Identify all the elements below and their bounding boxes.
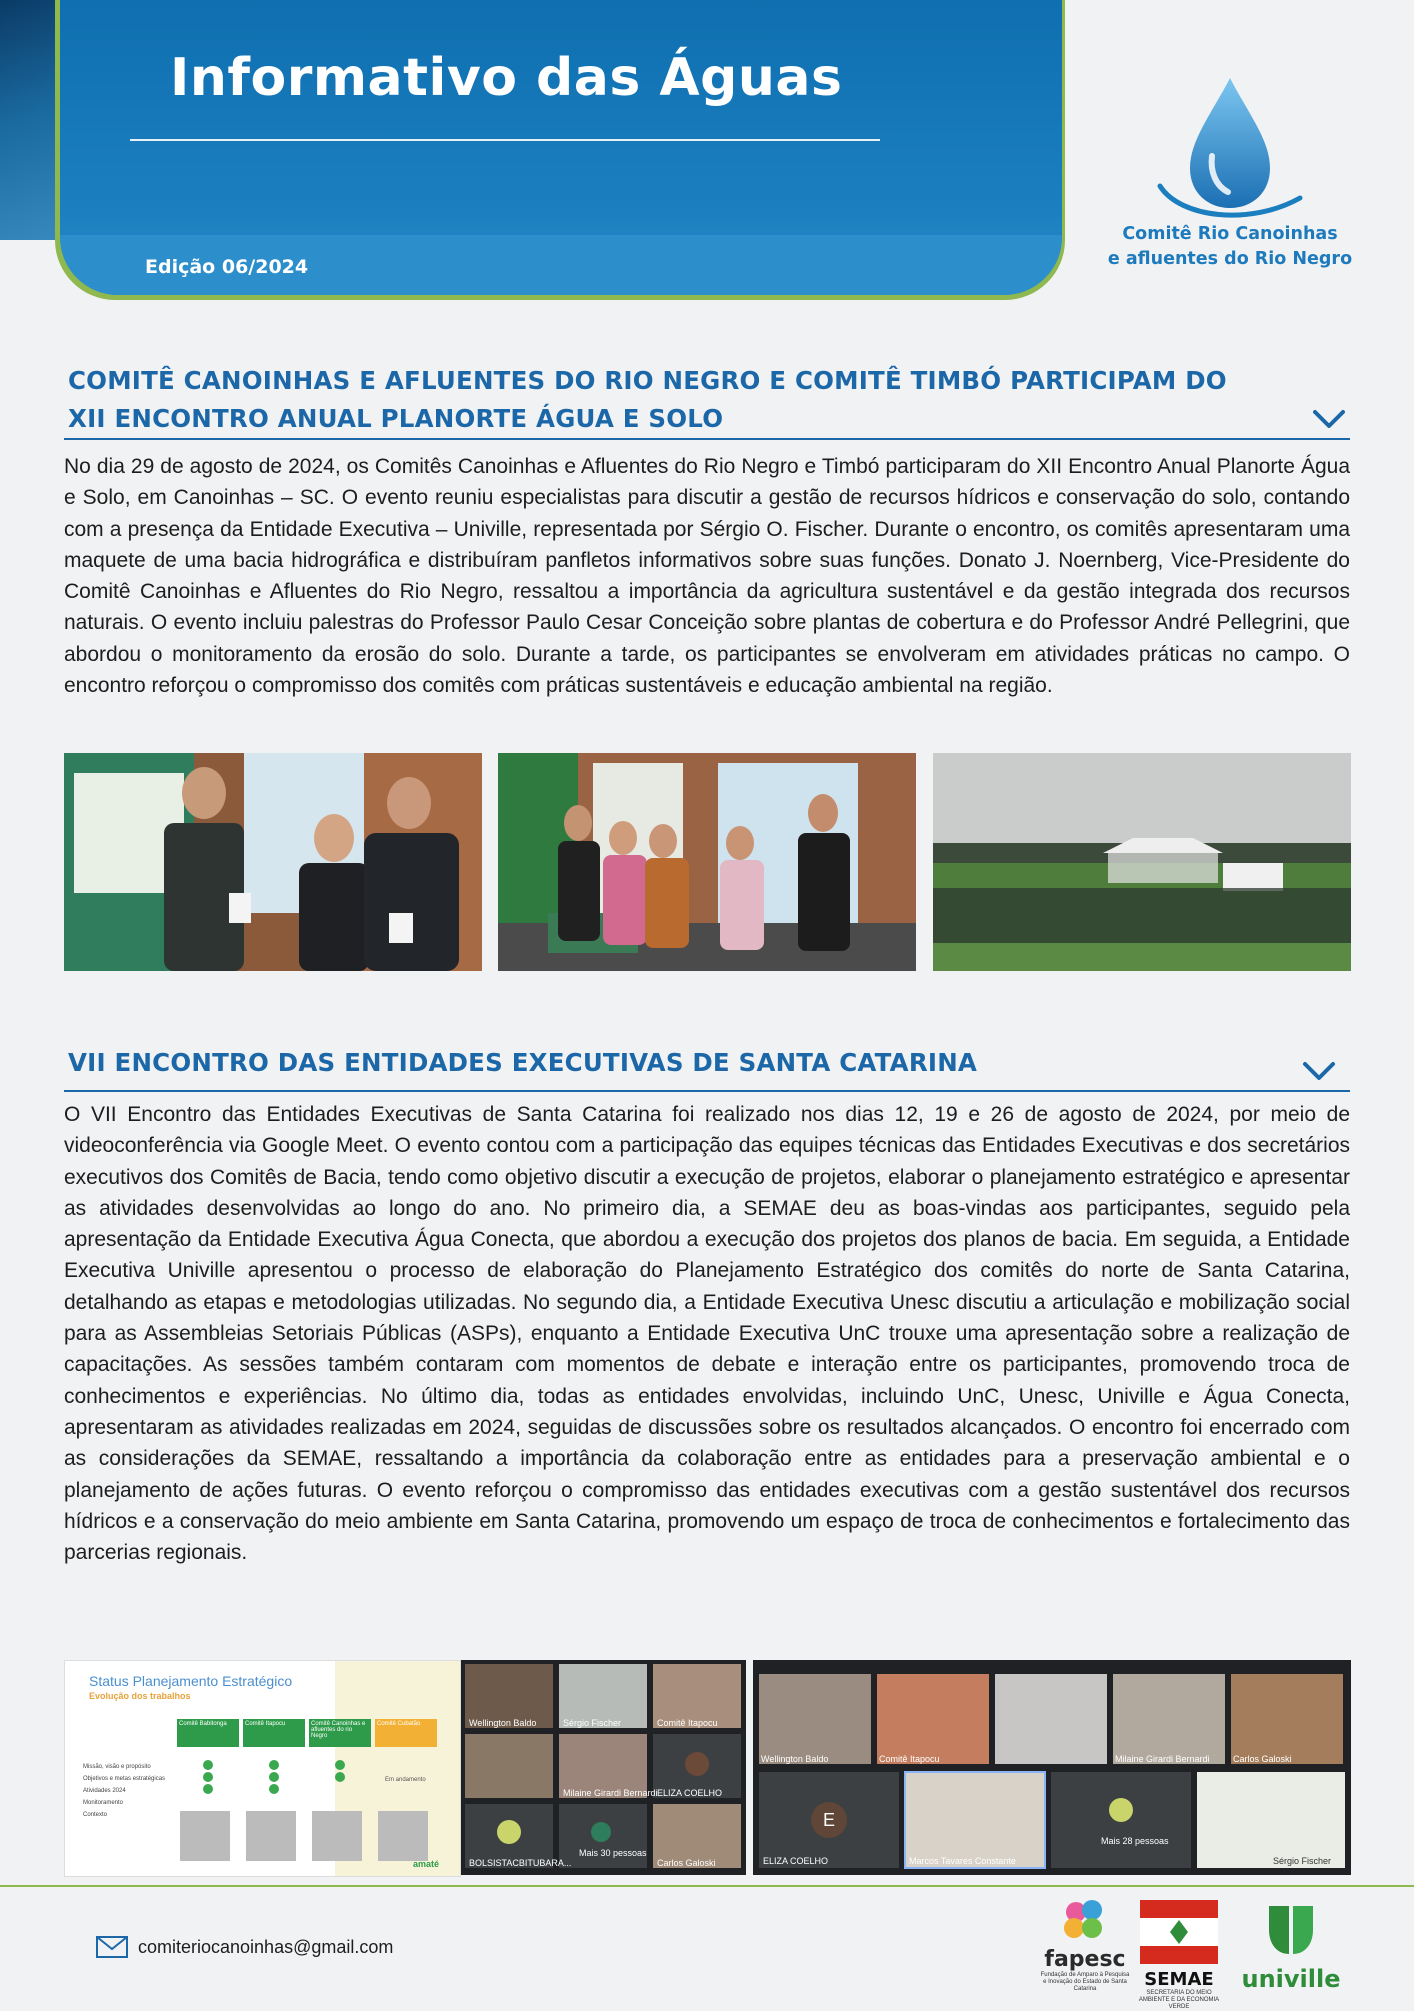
meet1-name-6: ELIZA COELHO [657, 1788, 723, 1798]
meet-grid-2 [753, 1660, 1351, 1875]
meet1-name-2: Sérgio Fischer [563, 1718, 622, 1728]
slide-status: Em andamento [385, 1777, 426, 1783]
section2-divider [64, 1090, 1350, 1092]
meet1-name-9: Carlos Galoski [657, 1858, 716, 1868]
slide-col-2: Comitê Itapocu [243, 1719, 305, 1747]
santa-catarina-flag-icon [1140, 1900, 1218, 1964]
meet1-name-1: Wellington Baldo [469, 1718, 537, 1728]
slide-col-3: Comitê Canoinhas e afluentes do rio Negro [309, 1719, 371, 1747]
slide-col-4: Comitê Cubatão [375, 1719, 437, 1747]
logo-line-2: e afluentes do Rio Negro [1107, 249, 1353, 269]
logo-text [1100, 222, 1360, 272]
slide-row-1: Missão, visão e propósito [83, 1764, 151, 1770]
meet2-name-8: Mais 28 pessoas [1101, 1836, 1169, 1846]
svg-text:E: E [822, 1810, 836, 1830]
envelope-icon [96, 1936, 128, 1958]
fapesc-name: fapesc [1044, 1947, 1126, 1972]
semae-name: SEMAE [1144, 1969, 1214, 1990]
footer-email[interactable] [96, 1936, 393, 1958]
photo-stand-three-people [64, 753, 482, 971]
semae-logo [1134, 1900, 1224, 2011]
slide-title: Status Planejamento Estratégico [89, 1673, 293, 1689]
section1-title-line1: COMITÊ CANOINHAS E AFLUENTES DO RIO NEGRO E COMITÊ TIMBÓ PARTICIPAM DO [68, 366, 1227, 395]
meet2-name-1: Wellington Baldo [761, 1754, 829, 1764]
meet1-name-8: Mais 30 pessoas [579, 1848, 647, 1858]
slide-col-1: Comitê Babitonga [177, 1719, 239, 1747]
slide-check-icons [65, 1661, 460, 1876]
slide-planejamento-estrategico [64, 1660, 461, 1877]
slide-row-5: Contexto [83, 1812, 108, 1818]
meet2-name-9: Sérgio Fischer [1273, 1856, 1332, 1866]
meet2-name-7: Marcos Tavares Constante [909, 1856, 1016, 1866]
section1-chevron-down-icon[interactable] [1312, 408, 1346, 430]
footer-divider [0, 1885, 1414, 1887]
meet2-name-5: Carlos Galoski [1233, 1754, 1292, 1764]
photo-group-stand [498, 753, 916, 971]
meet1-name-5: Milaine Girardi Bernardi [563, 1788, 658, 1798]
slide-brand: amaté [413, 1859, 440, 1869]
section2-chevron-down-icon[interactable] [1302, 1060, 1336, 1082]
univille-logo [1236, 1900, 1346, 1993]
slide-row-4: Monitoramento [83, 1800, 124, 1806]
semae-subtitle: SECRETARIA DO MEIO AMBIENTE E DA ECONOMIA VERDE [1138, 1990, 1220, 2010]
section2-title: VII ENCONTRO DAS ENTIDADES EXECUTIVAS DE SANTA CATARINA [68, 1048, 978, 1077]
logo-line-1: Comitê Rio Canoinhas [1122, 224, 1338, 244]
email-address[interactable]: comiteriocanoinhas@gmail.com [138, 1936, 394, 1957]
slide-subtitle: Evolução dos trabalhos [89, 1691, 191, 1701]
photo-field-activity [933, 753, 1351, 971]
section1-body: No dia 29 de agosto de 2024, os Comitês Canoinhas e Afluentes do Rio Negro e Timbó participaram do XII Encontro Anual Planorte Água e Solo, em Canoinhas – SC. O evento reuniu especialistas para discutir a gestão de recursos hídricos e conservação do solo, contando com a presença da Entidade Executiva – Univille, representada por Sérgio O. Fischer. Durante o encontro, os comitês apresentaram uma maquete de uma bacia hidrográfica e distribuíram panfletos informativos sobre suas funções. Donato J. Noernberg, Vice-Presidente do Comitê Canoinhas e Afluentes do Rio Negro, ressaltou a importância da agricultura sustentável e da gestão integrada dos recursos naturais. O evento incluiu palestras do Professor Paulo Cesar Conceição sobre plantas de cobertura e do Professor André Pellegrini, que abordou o monitoramento da erosão do solo. Durante a tarde, os participantes se envolveram em atividades práticas no campo. O encontro reforçou o compromisso dos comitês com práticas sustentáveis e educação ambiental na região. [64, 455, 1350, 698]
fapesc-subtitle: Fundação de Amparo à Pesquisa e Inovação do Estado de Santa Catarina [1040, 1972, 1130, 1992]
slide-row-2: Objetivos e metas estratégicas [83, 1776, 166, 1782]
section2-body: O VII Encontro das Entidades Executivas de Santa Catarina foi realizado nos dias 12, 19 e 26 de agosto de 2024, por meio de videoconferência via Google Meet. O evento contou com a participação das equipes técnicas das Entidades Executivas e dos secretários executivos dos Comitês de Bacia, tendo como objetivo discutir a execução de projetos, elaborar o planejamento estratégico e apresentar as atividades desenvolvidas ao longo do ano. No primeiro dia, a SEMAE deu as boas-vindas aos participantes, seguido pela apresentação da Entidade Executiva Água Conecta, que abordou a execução dos projetos dos planos de bacia. Em seguida, a Entidade Executiva Univille apresentou o processo de elaboração do Planejamento Estratégico dos comitês do norte de Santa Catarina, detalhando as etapas e metodologias utilizadas. No segundo dia, a Entidade Executiva Unesc discutiu a articulação e mobilização social para as Assembleias Setoriais Públicas (ASPs), enquanto a Entidade Executiva UnC trouxe uma apresentação sobre a realização de capacitações. As sessões também contaram com momentos de debate e interação entre os participantes, promovendo troca de conhecimentos e experiências. No último dia, todas as entidades envolvidas, incluindo UnC, Unesc, Univille e Água Conecta, apresentaram as atividades realizadas em 2024, seguidas de discussões sobre os resultados alcançados. O encontro foi encerrado com as considerações da SEMAE, ressaltando a importância da colaboração entre as entidades para a preservação ambiental e o planejamento de ações futuras. O evento reforçou o compromisso das entidades executivas com a gestão sustentável dos recursos hídricos e a conservação do meio ambiente em Santa Catarina, promovendo um espaço de troca de conhecimentos e fortalecimento das parcerias regionais. [64, 1103, 1350, 1565]
fapesc-logo [1040, 1898, 1130, 1993]
univille-leaf-icon [1261, 1900, 1321, 1960]
slide-row-3: Atividades 2024 [83, 1788, 126, 1794]
meet-grid-1 [461, 1660, 746, 1875]
section1-title [68, 362, 1227, 438]
section1-title-line2: XII ENCONTRO ANUAL PLANORTE ÁGUA E SOLO [68, 404, 724, 433]
meet2-name-6: ELIZA COELHO [763, 1856, 829, 1866]
newsletter-title: Informativo das Águas [170, 48, 843, 108]
meet1-name-3: Comitê Itapocu [657, 1718, 718, 1728]
fapesc-brain-icon [1060, 1898, 1110, 1942]
meet2-name-4: Milaine Girardi Bernardi [1115, 1754, 1210, 1764]
section1-divider [64, 438, 1350, 440]
meet2-name-2: Comitê Itapocu [879, 1754, 940, 1764]
header-divider [130, 139, 880, 141]
edition-label: Edição 06/2024 [145, 256, 309, 278]
meet1-name-7: BOLSISTACBITUBARA... [469, 1858, 572, 1868]
header-banner [60, 0, 1062, 295]
univille-name: univille [1241, 1965, 1341, 1993]
